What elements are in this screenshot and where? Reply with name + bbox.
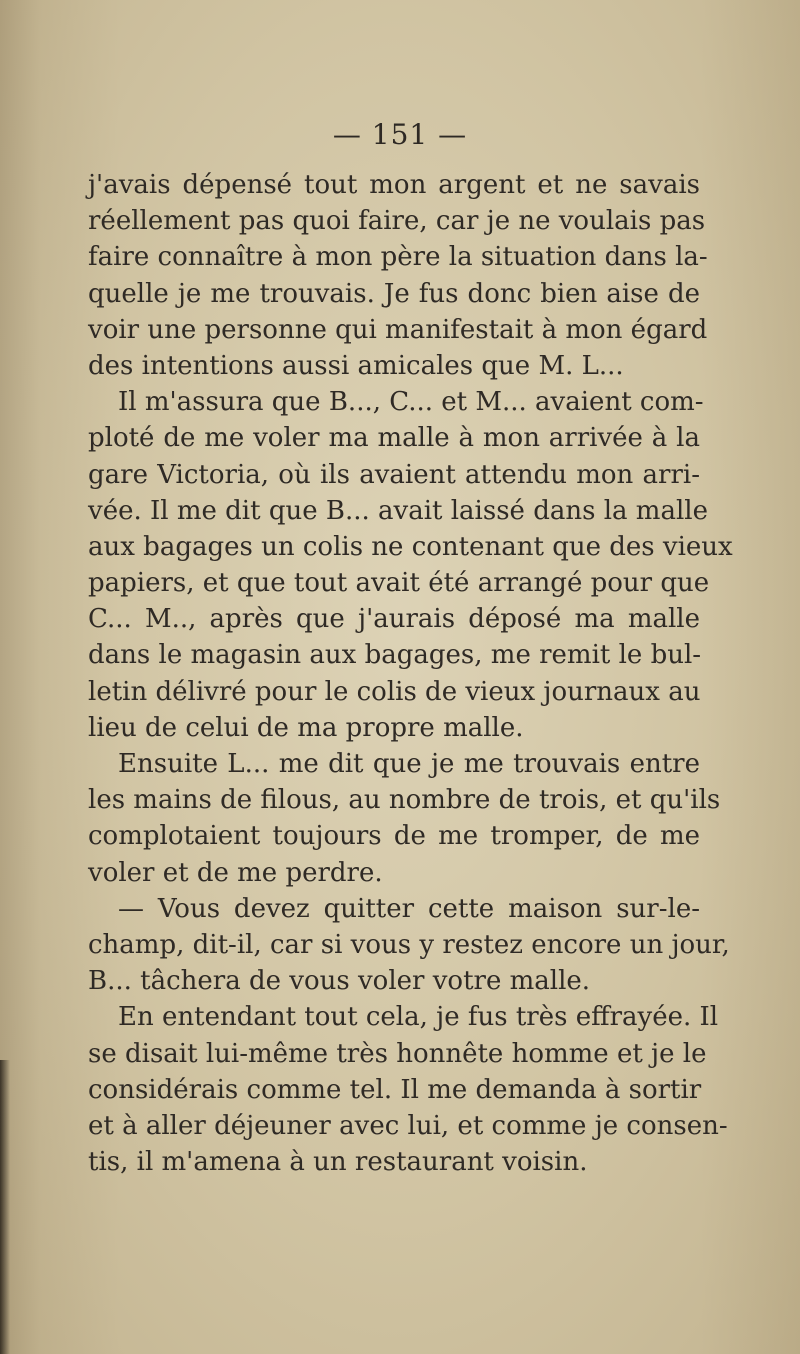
text-line: quelle je me trouvais. Je fus donc bien aise de: [88, 278, 700, 309]
text-line: letin délivré pour le colis de vieux journaux au: [88, 676, 701, 707]
text-line: faire connaître à mon père la situation dans la-: [88, 242, 708, 273]
text-line: Il m'assura que B..., C... et M... avaient com-: [118, 387, 704, 418]
text-line: se disait lui-même très honnête homme et je le: [88, 1038, 707, 1069]
text-line: ploté de me voler ma malle à mon arrivée à la: [88, 423, 700, 454]
text-line: B... tâchera de vous voler votre malle.: [88, 966, 591, 997]
text-line: et à aller déjeuner avec lui, et comme je consen-: [88, 1110, 728, 1141]
text-line: des intentions aussi amicales que M. L...: [88, 350, 624, 381]
text-line: Ensuite L... me dit que je me trouvais entre: [118, 749, 700, 779]
text-line: aux bagages un colis ne contenant que des vieux: [88, 531, 733, 562]
page-number: — 151 —: [332, 118, 468, 151]
text-line: lieu de celui de ma propre malle.: [88, 712, 524, 743]
text-line: réellement pas quoi faire, car je ne voulais pas: [88, 206, 706, 237]
body-text: [88, 167, 733, 1180]
binding-shadow: [0, 1060, 10, 1354]
text-line: gare Victoria, où ils avaient attendu mon arri-: [88, 459, 700, 490]
text-line: En entendant tout cela, je fus très effrayée. Il: [118, 1002, 719, 1033]
text-line: papiers, et que tout avait été arrangé pour que: [88, 568, 710, 599]
text-line: complotaient toujours de me tromper, de me: [88, 821, 700, 852]
text-line: considérais comme tel. Il me demanda à sortir: [88, 1074, 702, 1105]
text-line: vée. Il me dit que B... avait laissé dans la malle: [88, 495, 708, 526]
text-line: C... M.., après que j'aurais déposé ma malle: [88, 604, 700, 635]
text-line: voir une personne qui manifestait à mon égard: [88, 314, 708, 345]
text-line: voler et de me perdre.: [88, 857, 383, 888]
text-line: — Vous devez quitter cette maison sur-le-: [118, 893, 700, 924]
text-line: j'avais dépensé tout mon argent et ne savais: [88, 170, 700, 200]
text-line: les mains de filous, au nombre de trois, et qu'ils: [88, 785, 721, 816]
text-line: dans le magasin aux bagages, me remit le bul-: [88, 640, 702, 671]
text-line: tis, il m'amena à un restaurant voisin.: [88, 1147, 588, 1178]
text-line: champ, dit-il, car si vous y restez encore un jour,: [88, 929, 730, 960]
